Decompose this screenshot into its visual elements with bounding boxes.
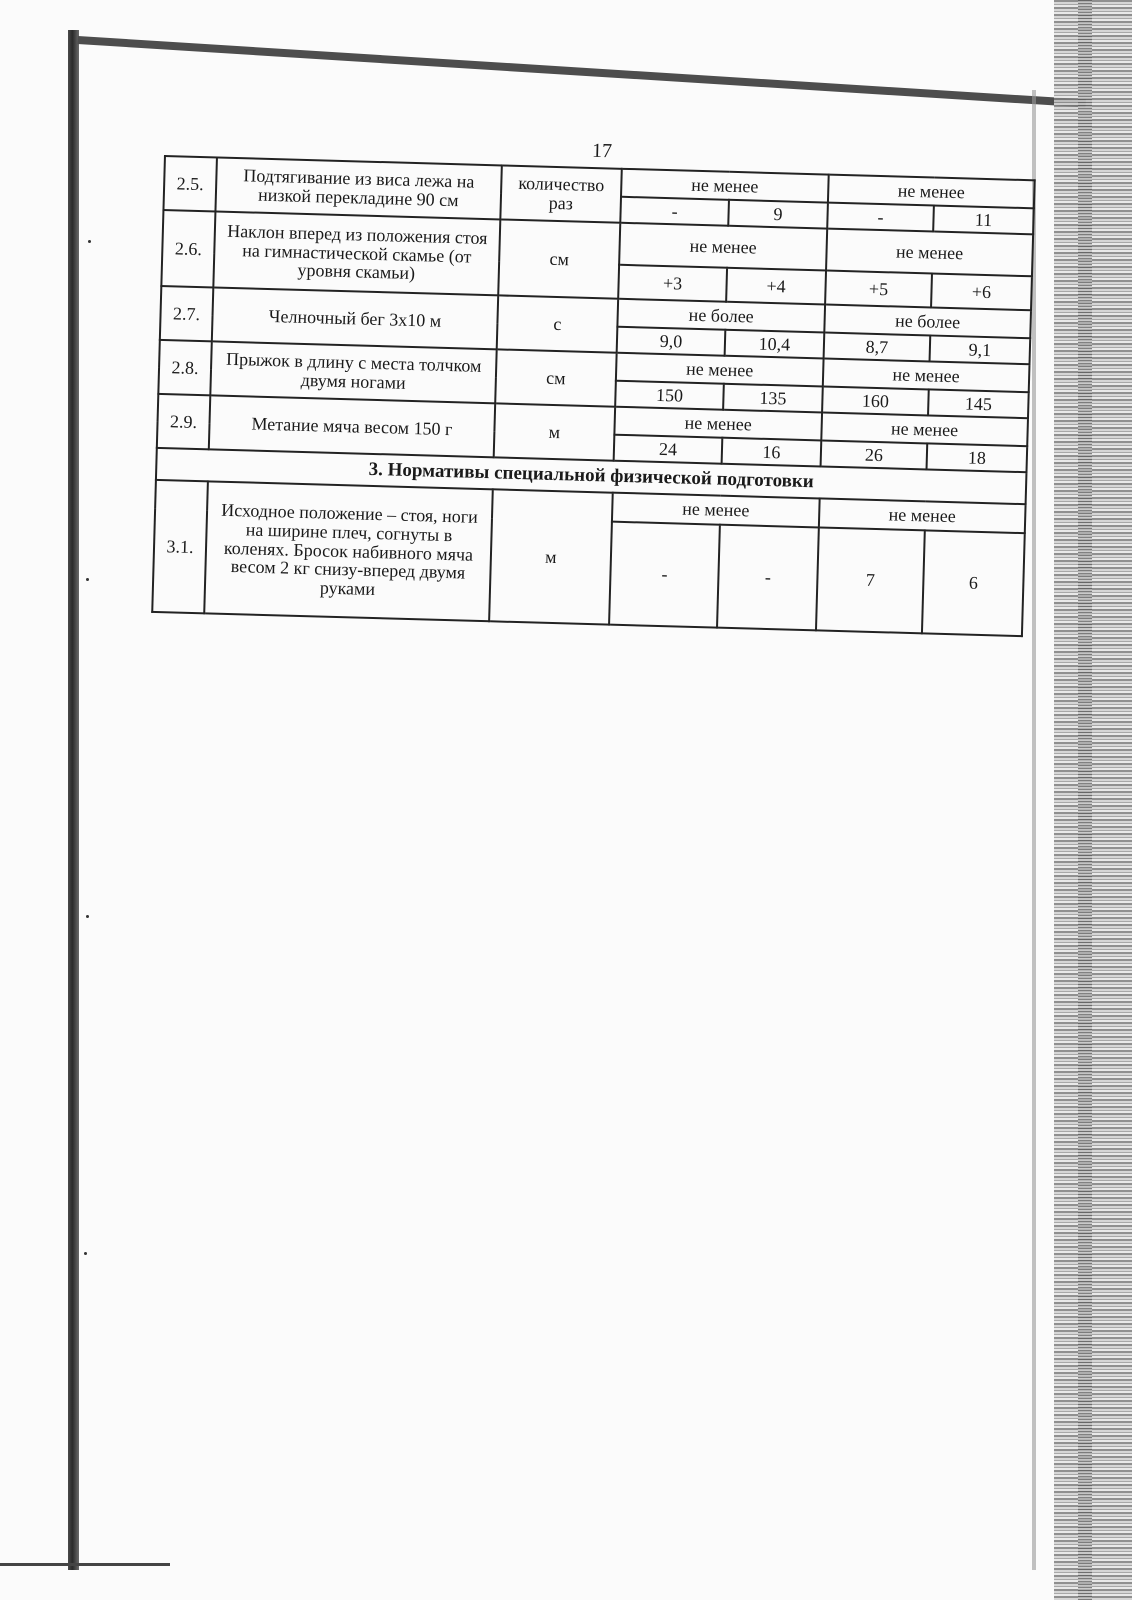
norm-label-left: не менее: [621, 169, 829, 203]
row-number: 2.6.: [161, 210, 215, 287]
norm-label-left: не менее: [616, 353, 824, 387]
unit-cell: см: [495, 349, 616, 406]
row-number: 2.5.: [163, 156, 216, 211]
value-cell: +6: [931, 273, 1032, 310]
value-cell: 135: [723, 384, 823, 413]
scan-bottom-edge: [0, 1563, 170, 1566]
scan-left-edge: [68, 30, 79, 1570]
row-number: 2.7.: [160, 286, 213, 341]
value-cell: 9,1: [930, 335, 1031, 364]
value-cell: +4: [726, 268, 826, 305]
unit-cell: м: [494, 403, 615, 460]
exercise-name: Прыжок в длину с места толчком двумя ногами: [210, 341, 496, 403]
table-row: [164, 156, 1034, 208]
value-cell: 11: [933, 206, 1034, 235]
value-cell: 26: [821, 440, 928, 469]
unit-cell: с: [497, 295, 618, 352]
value-cell: +5: [825, 271, 932, 308]
value-cell: 7: [816, 527, 925, 633]
norm-label-right: не менее: [828, 175, 1035, 209]
value-cell: 8,7: [824, 333, 931, 362]
unit-cell: количество раз: [500, 165, 621, 222]
value-cell: -: [620, 197, 729, 226]
exercise-name: Метание мяча весом 150 г: [209, 395, 495, 457]
scan-right-inner-edge: [1032, 90, 1036, 1570]
value-cell: +3: [618, 265, 727, 302]
norm-label-left: не менее: [614, 407, 822, 441]
value-cell: 9,0: [617, 327, 726, 356]
section-title: 3. Нормативы специальной физической подготовки: [156, 448, 1027, 504]
standards-table-wrap: [151, 155, 1033, 637]
norm-label-left: не менее: [619, 223, 827, 271]
scan-speck: [86, 915, 89, 918]
norm-label-left: не более: [617, 299, 825, 333]
norm-label-right: не более: [824, 305, 1031, 339]
scan-speck: [88, 240, 91, 243]
norm-label-right: не менее: [823, 358, 1030, 392]
value-cell: 9: [728, 200, 828, 229]
scan-top-edge: [77, 36, 1086, 107]
value-cell: 160: [822, 386, 929, 415]
norm-label-right: не менее: [826, 229, 1033, 277]
scan-right-strip: [1054, 0, 1132, 1600]
exercise-name: Челночный бег 3х10 м: [212, 287, 498, 349]
value-cell: -: [827, 203, 934, 232]
value-cell: 24: [614, 435, 723, 464]
norm-label-left: не менее: [612, 493, 820, 528]
row-number: 2.9.: [157, 394, 210, 449]
value-cell: 10,4: [725, 330, 825, 359]
unit-cell: см: [498, 219, 620, 298]
page-number: 17: [591, 139, 613, 163]
row-number: 3.1.: [152, 480, 208, 613]
row-number: 2.8.: [158, 340, 211, 395]
scan-right-strip-dark: [1078, 0, 1092, 1600]
value-cell: 18: [927, 443, 1028, 472]
exercise-name: Наклон вперед из положения стоя на гимнастической скамье (от уровня скамьи): [213, 211, 500, 295]
exercise-name: Исходное положение – стоя, ноги на ширине плеч, согнуты в коленях. Бросок набивного мяча весом 2 кг снизу-вперед двумя руками: [204, 481, 493, 621]
value-cell: 16: [722, 438, 822, 467]
value-cell: 150: [615, 381, 724, 410]
scan-speck: [84, 1252, 87, 1255]
norm-label-right: не менее: [821, 412, 1028, 446]
norm-label-right: не менее: [819, 498, 1026, 533]
exercise-name: Подтягивание из виса лежа на низкой перекладине 90 см: [215, 157, 501, 219]
value-cell: -: [717, 525, 819, 631]
value-cell: 6: [922, 530, 1025, 636]
value-cell: -: [609, 522, 720, 628]
scan-speck: [86, 578, 89, 581]
standards-table: [151, 155, 1035, 637]
value-cell: 145: [928, 389, 1029, 418]
unit-cell: м: [489, 489, 613, 624]
